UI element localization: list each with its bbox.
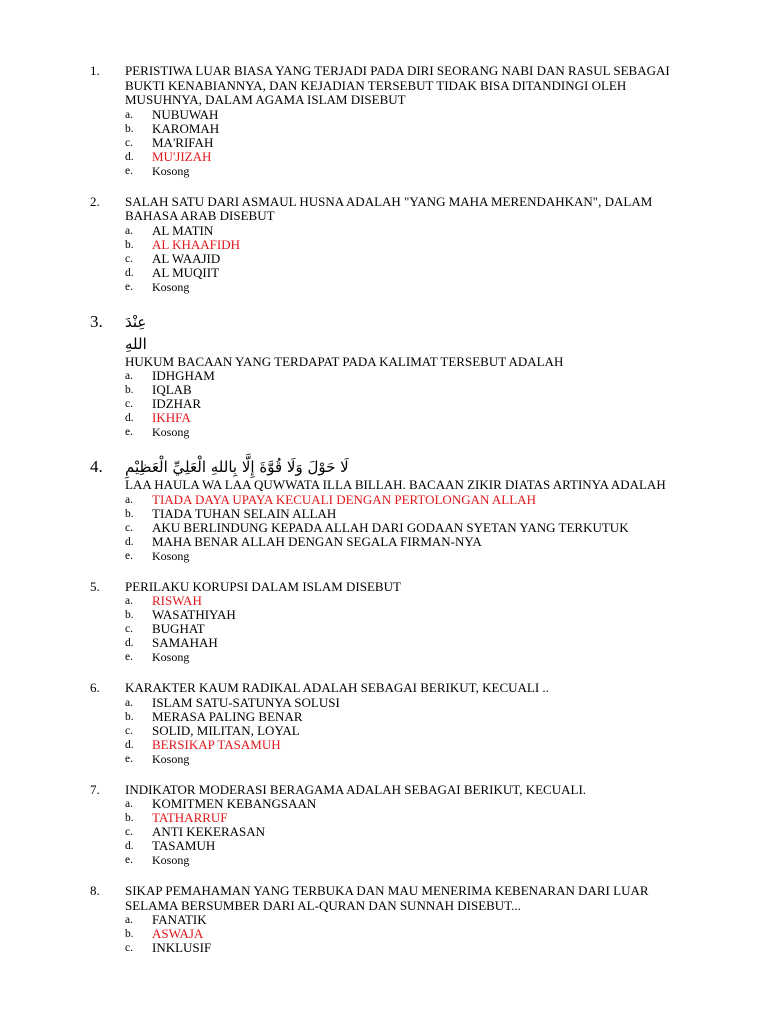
option-letter: d. (125, 266, 134, 279)
option-letter: b. (125, 122, 134, 135)
question-number: 8. (90, 883, 100, 898)
option-text: AL WAAJID (152, 250, 221, 266)
option-list (0, 696, 768, 766)
option-letter: e. (125, 549, 133, 562)
option-letter: d. (125, 535, 134, 548)
question-document (0, 64, 768, 972)
option-a-correct (125, 493, 645, 507)
option-text: ASWAJA (152, 926, 204, 941)
option-b (125, 710, 645, 724)
option-text: MAHA BENAR ALLAH DENGAN SEGALA FIRMAN-NYA (152, 533, 482, 549)
option-text: Kosong (152, 163, 190, 178)
option-a (125, 108, 645, 122)
question-7 (0, 783, 768, 868)
question-number: 3. (90, 311, 103, 331)
question-stem: SALAH SATU DARI ASMAUL HUSNA ADALAH "YANG MAHA MERENDAHKAN", DALAM BAHASA ARAB DISEBUT (125, 193, 653, 223)
option-letter: b. (125, 507, 134, 520)
option-text: BUGHAT (152, 621, 205, 636)
option-text: RISWAH (152, 593, 202, 608)
option-c (125, 825, 645, 839)
question-number: 6. (90, 680, 100, 695)
option-e (125, 853, 645, 867)
question-stem: SIKAP PEMAHAMAN YANG TERBUKA DAN MAU MENERIMA KEBENARAN DARI LUAR SELAMA BERSUMBER DARI AL-QURAN DAN SUNNAH DISEBUT... (125, 883, 649, 913)
option-text: BERSIKAP TASAMUH (152, 736, 281, 752)
option-text: Kosong (152, 279, 190, 294)
option-text: TIADA DAYA UPAYA KECUALI DENGAN PERTOLONGAN ALLAH (152, 491, 536, 507)
option-letter: a. (125, 108, 133, 121)
option-text: Kosong (152, 425, 190, 439)
option-text: Kosong (152, 751, 190, 766)
option-list (0, 913, 768, 955)
option-c (125, 724, 645, 738)
option-b-correct (125, 927, 645, 941)
option-letter: b. (125, 928, 134, 940)
option-letter: a. (125, 595, 133, 607)
option-b-correct (125, 238, 645, 252)
option-text: IKHFA (152, 410, 191, 425)
option-text: FANATIK (152, 912, 207, 927)
option-a (125, 696, 645, 710)
option-letter: c. (125, 136, 133, 149)
option-e (125, 549, 645, 563)
option-letter: b. (125, 609, 134, 621)
arabic-phrase: لَا حَوْلَ وَلَا قُوَّةَ إِلَّا بِاللهِ الْعَلِيِّ الْعَظِيْمِ (125, 458, 349, 476)
option-list (0, 594, 768, 664)
option-letter: d. (125, 637, 134, 649)
question-2 (0, 195, 768, 294)
option-letter: c. (125, 942, 133, 954)
option-letter: e. (125, 854, 133, 866)
option-letter: e. (125, 426, 133, 438)
option-text: TATHARRUF (152, 810, 228, 825)
option-letter: c. (125, 623, 133, 635)
option-d-correct (125, 738, 645, 752)
option-letter: e. (125, 164, 133, 177)
option-b (125, 122, 645, 136)
question-4 (0, 456, 768, 563)
option-text: IDZHAR (152, 396, 202, 411)
option-b (125, 507, 645, 521)
option-e (125, 280, 645, 294)
option-list (0, 224, 768, 294)
option-e (125, 650, 645, 664)
option-letter: a. (125, 370, 133, 382)
option-letter: a. (125, 914, 133, 926)
option-letter: c. (125, 521, 133, 534)
option-text: Kosong (152, 853, 190, 867)
option-letter: d. (125, 738, 134, 751)
option-letter: b. (125, 384, 134, 396)
question-number: 4. (90, 457, 103, 476)
option-text: WASATHIYAH (152, 607, 236, 622)
option-c (125, 941, 645, 955)
option-text: Kosong (152, 650, 190, 664)
question-6 (0, 681, 768, 766)
option-text: SOLID, MILITAN, LOYAL (152, 722, 300, 738)
option-letter: a. (125, 493, 133, 506)
option-e (125, 425, 645, 439)
option-letter: e. (125, 280, 133, 293)
option-text: AL MATIN (152, 222, 214, 238)
option-letter: c. (125, 724, 133, 737)
option-d (125, 636, 645, 650)
question-8 (0, 884, 768, 955)
question-stem: KARAKTER KAUM RADIKAL ADALAH SEBAGAI BERIKUT, KECUALI .. (125, 680, 549, 695)
question-number: 1. (90, 63, 100, 78)
question-number: 5. (90, 578, 100, 594)
option-text: SAMAHAH (152, 635, 218, 650)
option-letter: b. (125, 238, 134, 251)
option-d (125, 839, 645, 853)
option-text: AL KHAAFIDH (152, 236, 240, 252)
question-number: 2. (90, 193, 100, 209)
option-text: AL MUQIIT (152, 264, 220, 280)
option-letter: e. (125, 752, 133, 765)
question-3 (0, 311, 768, 440)
question-stem: PERILAKU KORUPSI DALAM ISLAM DISEBUT (125, 578, 401, 594)
option-letter: d. (125, 840, 134, 852)
option-text: MA'RIFAH (152, 134, 214, 150)
option-text: ISLAM SATU-SATUNYA SOLUSI (152, 694, 340, 710)
question-stem: INDIKATOR MODERASI BERAGAMA ADALAH SEBAGAI BERIKUT, KECUALI. (125, 781, 587, 797)
option-text: MU'JIZAH (152, 148, 212, 164)
option-text: Kosong (152, 548, 190, 563)
option-letter: d. (125, 150, 134, 163)
option-list (0, 797, 768, 867)
option-text: INKLUSIF (152, 940, 212, 955)
option-c (125, 252, 645, 266)
option-d-correct (125, 150, 645, 164)
option-b-correct (125, 811, 645, 825)
option-letter: b. (125, 710, 134, 723)
option-text: MERASA PALING BENAR (152, 708, 303, 724)
option-a (125, 369, 645, 383)
option-c (125, 136, 645, 150)
option-text: TASAMUH (152, 838, 216, 853)
option-text: AKU BERLINDUNG KEPADA ALLAH DARI GODAAN SYETAN YANG TERKUTUK (152, 519, 629, 535)
option-text: TIADA TUHAN SELAIN ALLAH (152, 505, 337, 521)
option-b (125, 383, 645, 397)
option-letter: b. (125, 812, 134, 824)
option-a-correct (125, 594, 645, 608)
option-text: ANTI KEKERASAN (152, 824, 266, 839)
option-list (0, 369, 768, 439)
option-d (125, 266, 645, 280)
option-c (125, 397, 645, 411)
option-e (125, 752, 645, 766)
option-a (125, 224, 645, 238)
option-d (125, 535, 645, 549)
option-a (125, 797, 645, 811)
option-letter: a. (125, 224, 133, 237)
option-d-correct (125, 411, 645, 425)
option-letter: c. (125, 398, 133, 410)
option-letter: a. (125, 696, 133, 709)
option-text: KOMITMEN KEBANGSAAN (152, 796, 317, 811)
option-text: IQLAB (152, 382, 192, 397)
question-stem: HUKUM BACAAN YANG TERDAPAT PADA KALIMAT TERSEBUT ADALAH (125, 353, 564, 369)
question-number: 7. (90, 781, 100, 797)
option-letter: c. (125, 826, 133, 838)
option-c (125, 622, 645, 636)
arabic-phrase: عِنْدَ اللهِ (125, 312, 147, 353)
question-stem: LAA HAULA WA LAA QUWWATA ILLA BILLAH. BACAAN ZIKIR DIATAS ARTINYA ADALAH (125, 477, 666, 492)
option-letter: c. (125, 252, 133, 265)
option-text: NUBUWAH (152, 106, 219, 122)
question-stem: PERISTIWA LUAR BIASA YANG TERJADI PADA DIRI SEORANG NABI DAN RASUL SEBAGAI BUKTI KENABIANNYA, DAN KEJADIAN TERSEBUT TIDAK BISA DITANDINGI OLEH MUSUHNYA, DALAM AGAMA ISLAM DISEBUT (125, 63, 670, 107)
option-letter: a. (125, 798, 133, 810)
option-list (0, 108, 768, 178)
question-5 (0, 580, 768, 665)
option-e (125, 164, 645, 178)
question-1 (0, 64, 768, 178)
option-c (125, 521, 645, 535)
option-letter: e. (125, 651, 133, 663)
option-text: IDHGHAM (152, 368, 215, 383)
option-a (125, 913, 645, 927)
option-b (125, 608, 645, 622)
option-letter: d. (125, 412, 134, 424)
option-text: KAROMAH (152, 120, 220, 136)
option-list (0, 493, 768, 563)
